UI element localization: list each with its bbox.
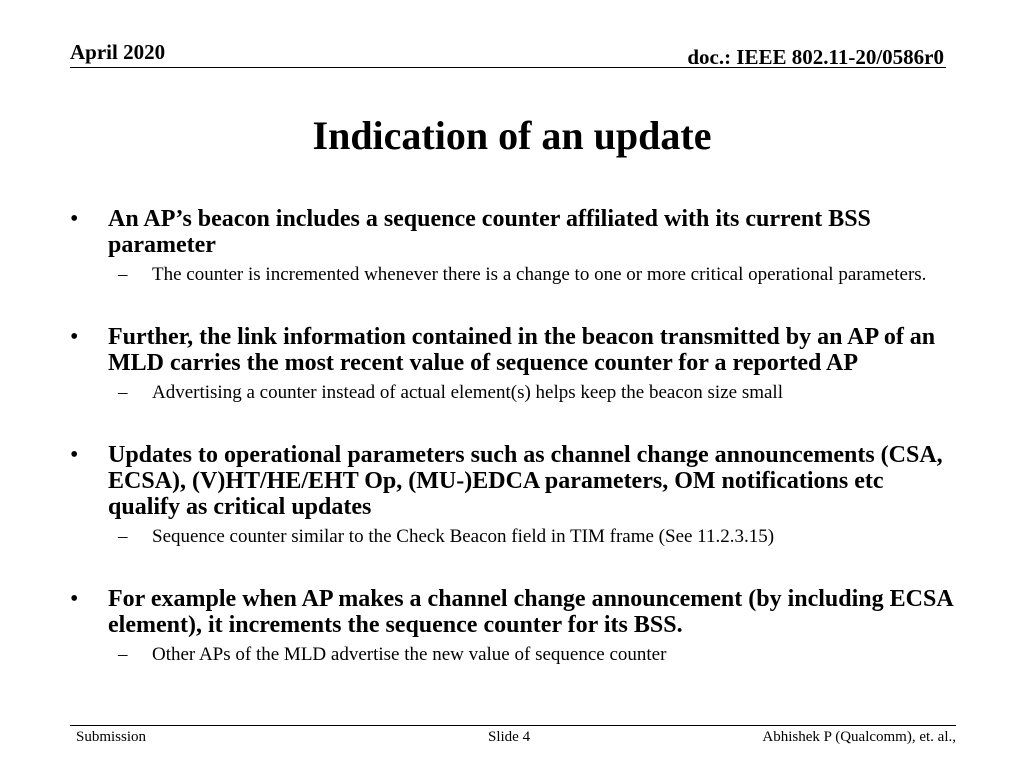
bullet-group: [70, 324, 960, 404]
bullet-item: [70, 442, 960, 520]
sub-bullet-item: [70, 382, 960, 404]
bullet-item: [70, 324, 960, 376]
sub-bullet-item: [70, 264, 960, 286]
sub-bullet-mark: –: [118, 526, 128, 547]
bullet-group: [70, 206, 960, 286]
sub-bullet-mark: –: [118, 382, 128, 403]
bullet-group: [70, 442, 960, 548]
sub-bullet-mark: –: [118, 264, 128, 285]
bullet-text: Further, the link information contained in the beacon transmitted by an AP of an MLD carries the most recent value of sequence counter for a reported AP: [108, 324, 936, 376]
bullet-mark: •: [70, 442, 79, 468]
footer-author: Abhishek P (Qualcomm), et. al.,: [762, 729, 956, 745]
bullet-text: An AP’s beacon includes a sequence counter affiliated with its current BSS parameter: [108, 206, 871, 258]
bullet-mark: •: [70, 324, 79, 350]
bullet-group: [70, 586, 960, 666]
bullet-mark: •: [70, 206, 79, 232]
slide-body: [70, 206, 960, 666]
sub-bullet-item: [70, 526, 960, 548]
header-doc-id: doc.: IEEE 802.11-20/0586r0: [687, 45, 944, 69]
footer-submission: Submission: [76, 729, 147, 745]
sub-bullet-text: Sequence counter similar to the Check Beacon field in TIM frame (See 11.2.3.15): [152, 526, 775, 547]
header-date: April 2020: [70, 40, 166, 64]
bullet-text: Updates to operational parameters such as channel change announcements (CSA, ECSA), (V)HT/HE/EHT Op, (MU-)EDCA parameters, OM notifications etc qualify as critical updates: [108, 442, 943, 520]
sub-bullet-text: The counter is incremented whenever there is a change to one or more critical operational parameters.: [152, 264, 927, 285]
bullet-item: [70, 586, 960, 638]
header-divider: [70, 67, 946, 68]
bullet-text: For example when AP makes a channel change announcement (by including ECSA element), it increments the sequence counter for its BSS.: [108, 586, 953, 638]
sub-bullet-text: Advertising a counter instead of actual element(s) helps keep the beacon size small: [152, 382, 783, 403]
sub-bullet-text: Other APs of the MLD advertise the new value of sequence counter: [152, 644, 667, 665]
sub-bullet-item: [70, 644, 960, 666]
slide-title: Indication of an update: [312, 113, 712, 158]
footer-divider: [70, 725, 956, 726]
bullet-mark: •: [70, 586, 79, 612]
sub-bullet-mark: –: [118, 644, 128, 665]
footer-slide-number: Slide 4: [488, 729, 531, 745]
bullet-item: [70, 206, 960, 258]
